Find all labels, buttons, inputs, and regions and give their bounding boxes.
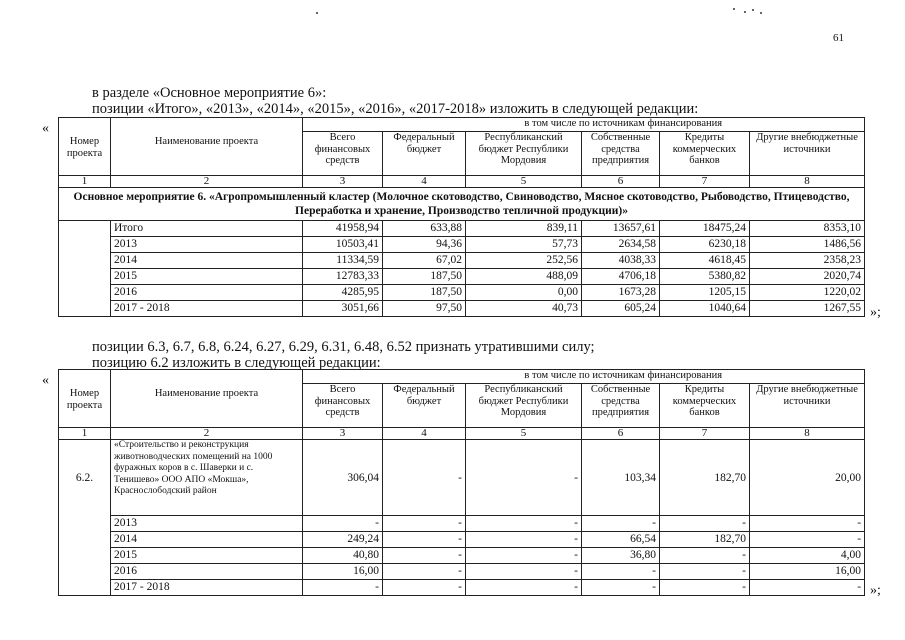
cell-republic: - [466,564,582,580]
cell-federal: - [383,532,466,548]
header-own-funds: Собственные средства предприятия [582,132,660,176]
cell-republic: 40,73 [466,301,582,317]
scan-speck [744,11,746,13]
cell-republic: 57,73 [466,237,582,253]
table-row [59,301,865,317]
row-label: 2013 [111,237,303,253]
header-republic: Республиканский бюджет Республики Мордовия [466,132,582,176]
cell-republic: - [466,580,582,596]
row-label: 2016 [111,285,303,301]
cell-federal: 97,50 [383,301,466,317]
opening-quote-1: « [42,121,49,136]
cell-other: 4,00 [750,548,865,564]
cell-credits: 1205,15 [660,285,750,301]
cell-credits: - [660,548,750,564]
col-number: 5 [466,176,582,188]
cell-total: 11334,59 [303,253,383,269]
col-number: 6 [582,176,660,188]
cell-federal: 633,88 [383,221,466,237]
cell-total: 249,24 [303,532,383,548]
cell-total: 41958,94 [303,221,383,237]
header-project-number: Номер проекта [59,118,111,176]
header-republic: Республиканский бюджет Республики Мордовия [466,384,582,428]
cell-federal: 94,36 [383,237,466,253]
header-total: Всего финансовых средств [303,384,383,428]
cell-republic: - [466,516,582,532]
col-number: 3 [303,176,383,188]
cell-own: 2634,58 [582,237,660,253]
cell-credits: 182,70 [660,532,750,548]
cell-credits: 4618,45 [660,253,750,269]
cell-credits: 1040,64 [660,301,750,317]
cell-total: 16,00 [303,564,383,580]
row-label: Итого [111,221,303,237]
table-row [59,269,865,285]
cell-republic: - [466,532,582,548]
col-number: 6 [582,428,660,440]
row-label: 2013 [111,516,303,532]
cell-republic: 839,11 [466,221,582,237]
header-other: Другие внебюджетные источники [750,132,865,176]
col-number: 4 [383,428,466,440]
cell-own: 36,80 [582,548,660,564]
table-row [59,253,865,269]
col-number: 7 [660,428,750,440]
scan-speck [760,12,762,14]
cell-own: 605,24 [582,301,660,317]
table-row [59,285,865,301]
header-federal: Федеральный бюджет [383,384,466,428]
opening-quote-2: « [42,373,49,388]
cell-total: 10503,41 [303,237,383,253]
col-number: 2 [111,176,303,188]
cell-other: 16,00 [750,564,865,580]
middle-line-1: позиции 6.3, 6.7, 6.8, 6.24, 6.27, 6.29, 6.31, 6.48, 6.52 признать утратившими силу; [92,339,595,355]
cell-own: 4038,33 [582,253,660,269]
cell-other: 1486,56 [750,237,865,253]
col-number: 4 [383,176,466,188]
col-number: 3 [303,428,383,440]
row-label: 2014 [111,532,303,548]
cell-federal: - [383,580,466,596]
col-number: 2 [111,428,303,440]
cell-credits: 182,70 [660,440,750,516]
closing-quote-1: »; [870,305,881,320]
header-other: Другие внебюджетные источники [750,384,865,428]
cell-other: - [750,532,865,548]
project-number: 6.2. [59,440,111,516]
header-sources: в том числе по источникам финансирования [383,370,865,384]
cell-total: 40,80 [303,548,383,564]
table-row [59,532,865,548]
cell-credits: 18475,24 [660,221,750,237]
row-label: 2014 [111,253,303,269]
section-title: Основное мероприятие 6. «Агропромышленный кластер (Молочное скотоводство, Свиноводство, Мясное скотоводство, Рыбоводство, Птицеводство, Переработка и хранение, Производство тепличной продукции)» [59,188,865,221]
cell-total: 3051,66 [303,301,383,317]
closing-quote-2: »; [870,583,881,598]
table-row [59,516,865,532]
cell-total: 306,04 [303,440,383,516]
cell-own: - [582,564,660,580]
middle-line-2: позицию 6.2 изложить в следующей редакции: [92,355,381,371]
cell-other: 1267,55 [750,301,865,317]
scan-speck [752,9,754,11]
row-label: 2015 [111,269,303,285]
cell-total: 4285,95 [303,285,383,301]
project-name: «Строительство и реконструкция животноводческих помещений на 1000 фуражных коров в с. Шаверки и с. Тенишево» ООО АПО «Мокша», Краснослободский район [111,440,303,516]
row-label: 2015 [111,548,303,564]
cell-federal: - [383,548,466,564]
cell-other: 20,00 [750,440,865,516]
table-row [59,237,865,253]
cell-own: 66,54 [582,532,660,548]
table-row [59,580,865,596]
col-number: 5 [466,428,582,440]
row-label: 2017 - 2018 [111,301,303,317]
cell-federal: - [383,564,466,580]
cell-federal: - [383,516,466,532]
header-own-funds: Собственные средства предприятия [582,384,660,428]
cell-total: 12783,33 [303,269,383,285]
table-row [59,548,865,564]
cell-credits: - [660,580,750,596]
header-total: Всего финансовых средств [303,132,383,176]
cell-own: - [582,516,660,532]
cell-credits: - [660,516,750,532]
cell-republic: 0,00 [466,285,582,301]
cell-other: 2358,23 [750,253,865,269]
cell-republic: 488,09 [466,269,582,285]
scan-speck [316,12,318,14]
cell-federal: 67,02 [383,253,466,269]
cell-own: 4706,18 [582,269,660,285]
cell-total: - [303,516,383,532]
cell-republic: - [466,440,582,516]
cell-other: 8353,10 [750,221,865,237]
cell-federal: - [383,440,466,516]
cell-own: 103,34 [582,440,660,516]
cell-federal: 187,50 [383,269,466,285]
financing-table-1 [58,117,865,317]
cell-other: - [750,580,865,596]
cell-total: - [303,580,383,596]
header-credits: Кредиты коммерческих банков [660,384,750,428]
col-number: 8 [750,176,865,188]
cell-credits: 6230,18 [660,237,750,253]
project-row [59,440,865,516]
cell-other: - [750,516,865,532]
cell-republic: 252,56 [466,253,582,269]
header-sources: в том числе по источникам финансирования [383,118,865,132]
intro-line-1: в разделе «Основное мероприятие 6»: [92,85,327,101]
scan-speck [733,8,735,10]
intro-line-2: позиции «Итого», «2013», «2014», «2015», «2016», «2017-2018» изложить в следующей редакции: [92,101,699,117]
cell-other: 1220,02 [750,285,865,301]
financing-table-2 [58,369,865,596]
row-label: 2016 [111,564,303,580]
cell-credits: 5380,82 [660,269,750,285]
cell-republic: - [466,548,582,564]
header-federal: Федеральный бюджет [383,132,466,176]
table-row [59,564,865,580]
col-number: 8 [750,428,865,440]
cell-own: - [582,580,660,596]
header-credits: Кредиты коммерческих банков [660,132,750,176]
cell-own: 1673,28 [582,285,660,301]
cell-federal: 187,50 [383,285,466,301]
header-project-name: Наименование проекта [111,370,303,428]
page-number: 61 [833,32,844,44]
cell-own: 13657,61 [582,221,660,237]
cell-credits: - [660,564,750,580]
col-number: 1 [59,428,111,440]
cell-other: 2020,74 [750,269,865,285]
col-number: 7 [660,176,750,188]
table-row [59,221,865,237]
header-project-number: Номер проекта [59,370,111,428]
header-project-name: Наименование проекта [111,118,303,176]
row-label: 2017 - 2018 [111,580,303,596]
col-number: 1 [59,176,111,188]
